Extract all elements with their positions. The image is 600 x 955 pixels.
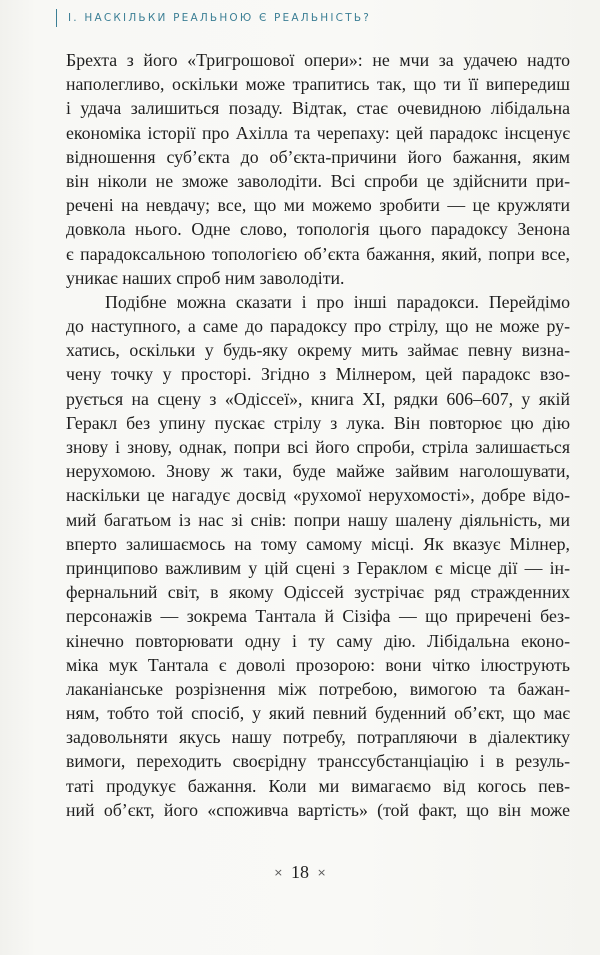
text-line: Геракл без упину пускає стрілу з лука. Він повторює цю дію [66,412,570,433]
text-line: Подібне можна сказати і про інші парадокси. Перейдімо [105,291,570,312]
header-rule [56,9,57,27]
text-line: персонажів — зокрема Тантала й Сізіфа — що приречені без- [66,606,570,627]
text-line: ний об’єкт, його «споживча вартість» (той факт, що він може [66,799,570,820]
text-line: уникає наших спроб ним заволодіти. [66,267,345,288]
text-line: кінечно повторювати одну і ту саму дію. Лібідальна еконо- [66,630,570,651]
text-line: є парадоксальною топологією об’єкта бажання, який, попри все, [66,243,570,264]
page-number: 18 [291,862,309,882]
text-line: наскільки це нагадує досвід «рухомої нерухомості», добре відо- [66,485,570,506]
text-line: знову і знову, однак, попри всі його спроби, стріла залишається [66,437,570,457]
text-line: вимоги, переходить своєрідну транссубстанціацію і в резуль- [66,751,570,772]
text-line: хатись, оскільки у будь-яку окрему мить займає певну визна- [66,340,570,361]
text-line: лаканіанське розрізнення між потребою, вимогою та бажан- [66,678,570,699]
text-line: він ніколи не зможе заволодіти. Всі спроби це здійснити при- [66,170,570,191]
text-line: відношення суб’єкта до об’єкта-причини його бажання, яким [66,146,570,167]
text-line: і удача залишиться позаду. Відтак, стає очевидною лібідальна [66,98,570,119]
text-line: нерухомою. Знову ж таки, буде майже зайвим наголошувати, [66,461,570,482]
text-line: фернальний світ, в якому Одіссей зустрічає ряд стражденних [66,582,570,603]
folio-ornament-left: × [273,866,283,879]
text-line: довкола нього. Одне слово, топологія цього парадоксу Зенона [66,219,570,240]
text-line: задовольняти якусь нашу потребу, потрапляючи в діалектику [66,727,570,748]
text-line: чену точку у просторі. Згідно з Мілнером, цей парадокс взо- [66,364,570,385]
text-line: мий багатьом із нас зі снів: попри нашу шалену діяльність, ми [66,509,570,530]
text-line: наполегливо, оскільки може трапитись так, що ти її випередиш [66,74,570,95]
text-line: рується на сцену з «Одіссеї», книга XI, рядки 606–607, у якій [66,388,570,409]
page-number-footer [0,862,600,883]
text-line: принципово важливим у цій сцені з Гераклом є місце дії — ін- [66,557,570,578]
folio-ornament-right: × [317,866,327,879]
text-line: речені на невдачу; все, що ми можемо зробити — це кружляти [66,195,570,216]
text-line: таті продукує бажання. Коли ми вимагаємо від когось пев- [66,775,570,796]
body-text [66,48,570,822]
text-line: Брехта з його «Тригрошової опери»: не мчи за удачею надто [66,50,570,70]
running-header: І. НАСКІЛЬКИ РЕАЛЬНОЮ Є РЕАЛЬНІСТЬ? [68,12,371,24]
text-line: до наступного, а саме до парадоксу про стрілу, що не може ру- [66,316,570,337]
text-line: ням, тобто той спосіб, у який певний буденний об’єкт, що має [66,703,570,724]
text-line: економіка історії про Ахілла та черепаху: цей парадокс інсценує [66,122,570,143]
text-line: вперто залишаємось на тому самому місці. Як вказує Мілнер, [66,533,570,554]
text-line: міка мук Тантала є доволі прозорою: вони чітко ілюструють [66,654,570,675]
